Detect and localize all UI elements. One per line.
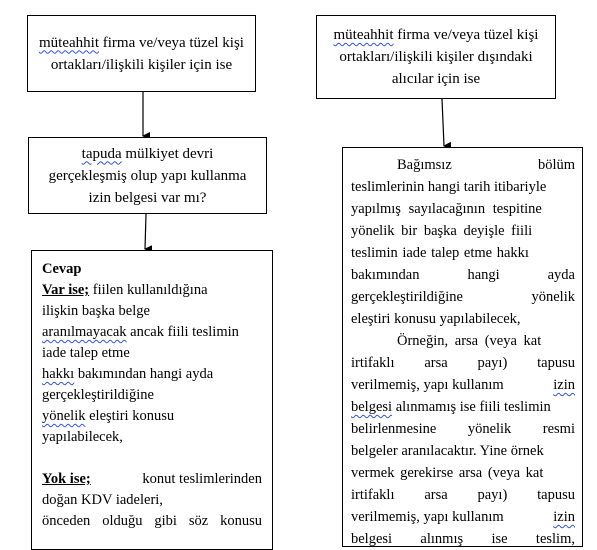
answer-line-7: gerçekleştirildiğine [42,387,154,403]
br-p1-line8: eleştiri konusu yapılabilecek, [351,311,521,327]
box-answer [31,250,273,550]
br-p1-line5: teslimin iade talep etme hakkı [351,245,529,261]
br-p1-line1: Bağımsız bölüm [397,157,575,173]
answer-line-4: aranılmayacak ancak fiili teslimin [42,324,239,340]
box-other-buyers [316,15,556,99]
answer-heading: Cevap [42,261,82,277]
answer-line-9: yapılabilecek, [42,429,123,445]
answer-line-6: hakkı bakımından hangi ayda [42,366,214,382]
box-ml-line2: gerçekleşmiş olup yapı kullanma [48,167,247,184]
br-p1-line4: yönelik bir başka deyişle fiili [351,223,533,239]
br-p2-line5: belirlenmesine yönelik resmi [351,421,575,437]
br-p2-line9: verilmemiş, yapı kullanım izin [351,509,575,525]
box-tr-line2: ortakları/ilişkili kişiler dışındaki [339,49,533,65]
box-tl-line2: ortakları/ilişkili kişiler için ise [50,56,233,73]
br-p2-line2: irtifaklı arsa payı) tapusu [351,355,575,371]
answer-line-8: yönelik eleştiri konusu [42,408,175,424]
box-contractor-related-parties [27,15,256,92]
box-tr-line1: müteahhit firma ve/veya tüzel kişi [333,27,539,43]
br-p2-line4: belgesi alınmamış ise fiili teslimin [351,399,551,415]
br-p1-line3: yapılmış sayılacağının tespitine [351,201,542,217]
arrow-top-right-to-bottom-right [442,99,444,146]
br-p1-line2: teslimlerinin hangi tarih itibariyle [351,179,547,195]
answer-line-5: iade talep etme [42,345,130,361]
answer-line-12: önceden olduğu gibi söz konusu [42,513,262,529]
br-p2-line3: verilmemiş, yapı kullanım izin [351,377,575,393]
br-p2-line10: belgesi alınmış ise teslim, [351,531,575,547]
br-p1-line7: gerçekleştirildiğine yönelik [351,289,575,305]
br-p2-line8: irtifaklı arsa payı) tapusu [351,487,575,503]
box-ml-line3: izin belgesi var mı? [88,189,207,206]
box-tl-line1: müteahhit firma ve/veya tüzel kişi [39,34,244,51]
box-delivery-explanation [342,147,583,547]
answer-var-line: Var ise; fiilen kullanıldığına [42,282,208,298]
box-ml-line1: tapuda mülkiyet devri [81,145,214,162]
answer-line-11: doğan KDV iadeleri, [42,492,163,508]
br-p2-line6: belgeler aranılacaktır. Yine örnek [351,443,544,459]
br-p1-line6: bakımından hangi ayda [351,267,575,283]
answer-yok-line: Yok ise; konut teslimlerinden [42,471,262,487]
br-p2-line7: vermek gerekirse arsa (veya kat [351,465,544,481]
box-tr-line3: alıcılar için ise [391,71,481,87]
br-p2-line1: Örneğin, arsa (veya kat [397,333,542,349]
box-title-deed-question [28,137,267,214]
arrow-mid-left-to-bottom-left [145,214,146,249]
answer-line-3: ilişkin başka belge [42,303,150,319]
